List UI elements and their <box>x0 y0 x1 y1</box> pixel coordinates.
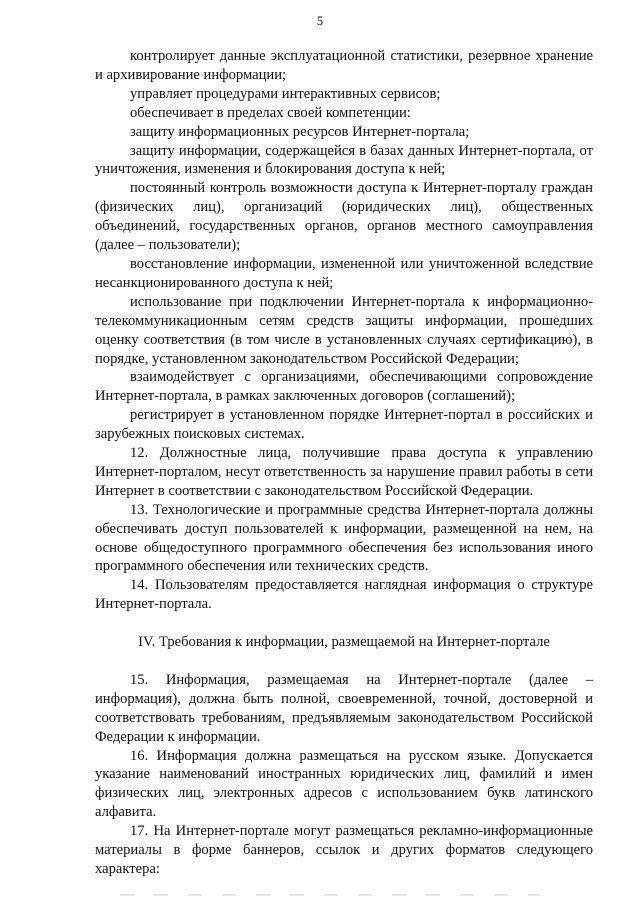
paragraph: взаимодействует с организациями, обеспечивающими сопровождение Интернет-портала, в рамках заключенных договоров (соглашений); <box>95 369 593 405</box>
paragraph: защиту информации, содержащейся в базах данных Интернет-портала, от уничтожения, изменения и блокирования доступа к ней; <box>95 142 593 178</box>
paragraph: контролирует данные эксплуатационной статистики, резервное хранение и архивирование информации; <box>95 48 593 83</box>
paragraph: регистрирует в установленном порядке Интернет-портал в российских и зарубежных поисковых системах. <box>95 407 593 443</box>
section-heading: IV. Требования к информации, размещаемой на Интернет-портале <box>138 634 550 651</box>
document-body <box>95 47 593 879</box>
page-number: 5 <box>316 14 324 28</box>
scan-artifact <box>120 894 540 896</box>
paragraph: постоянный контроль возможности доступа к Интернет-порталу граждан (физических лиц), организаций (юридических лиц), общественных объединений, государственных органов, органов местного самоуправления (далее – пользователи); <box>95 180 593 254</box>
paragraph: использование при подключении Интернет-портала к информационно-телекоммуникационным сетям средств защиты информации, прошедших оценку соответствия (в том числе в установленных случаях сертификацию), в порядке, установленном законодательством Российской Федерации; <box>95 293 593 367</box>
paragraph: 15. Информация, размещаемая на Интернет-портале (далее – информация), должна быть полной, своевременной, точной, достоверной и соответствовать требованиям, предъявляемым законодательством Российской Федерации к информации. <box>95 671 593 745</box>
paragraph: восстановление информации, измененной или уничтоженной вследствие несанкционированного доступа к ней; <box>95 255 593 291</box>
paragraph: 12. Должностные лица, получившие права доступа к управлению Интернет-порталом, несут ответственность за нарушение правил работы в сети Интернет в соответствии с законодательством Российской Федерации. <box>95 445 593 499</box>
paragraph: защиту информационных ресурсов Интернет-портала; <box>130 123 470 140</box>
paragraph: управляет процедурами интерактивных сервисов; <box>130 85 441 102</box>
paragraph: 14. Пользователям предоставляется наглядная информация о структуре Интернет-портала. <box>95 577 593 613</box>
paragraph: 13. Технологические и программные средства Интернет-портала должны обеспечивать доступ пользователей к информации, размещенной на нем, на основе общедоступного программного обеспечения без использования иного программного обеспечения или технических средств. <box>95 501 593 575</box>
paragraph: обеспечивает в пределах своей компетенции: <box>130 104 411 121</box>
paragraph: 17. На Интернет-портале могут размещаться рекламно-информационные материалы в форме баннеров, ссылок и других форматов следующего характера: <box>95 823 593 877</box>
paragraph: 16. Информация должна размещаться на русском языке. Допускается указание наименований иностранных юридических лиц, фамилий и имен физических лиц, электронных адресов с использованием букв латинского алфавита. <box>95 747 593 821</box>
